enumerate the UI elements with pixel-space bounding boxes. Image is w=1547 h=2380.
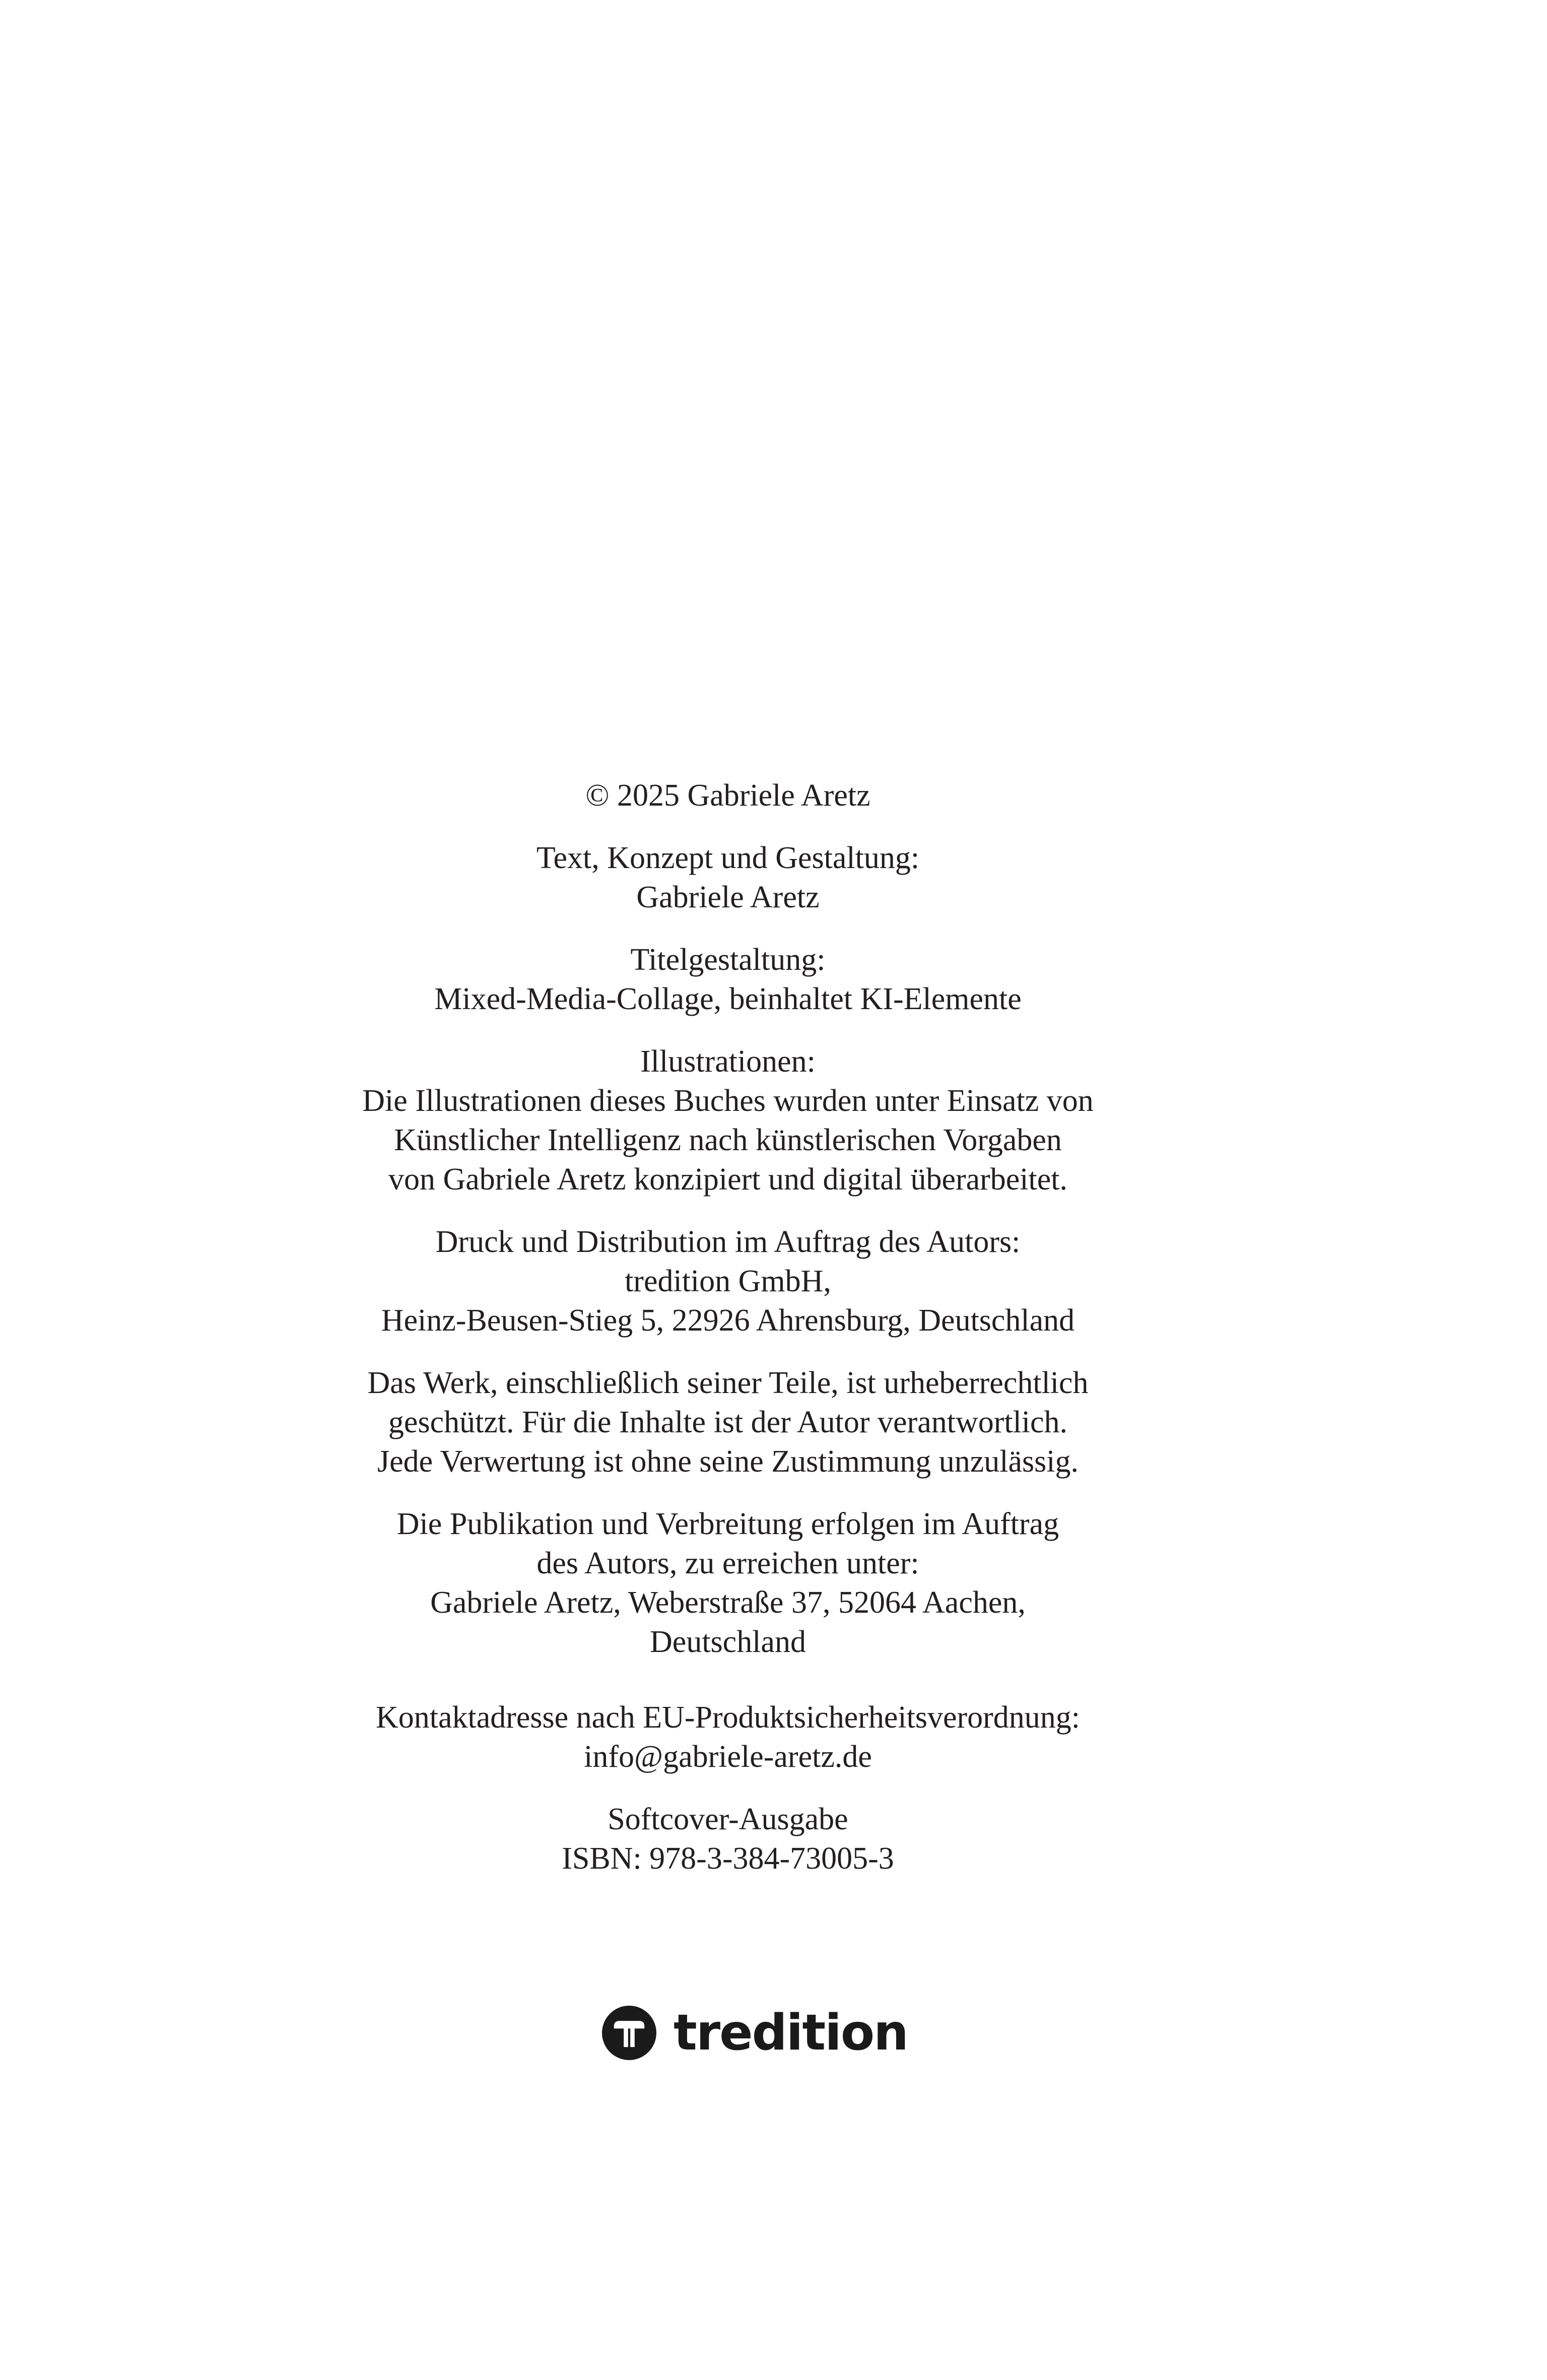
rights-line: geschützt. Für die Inhalte ist der Autor verantwortlich. [388, 1405, 1068, 1439]
publisher-logo-text: tredition [674, 2004, 908, 2062]
copyright-notice [0, 776, 1456, 815]
printing-heading: Druck und Distribution im Auftrag des Autors: [435, 1225, 1021, 1259]
illustrations-line: Die Illustrationen dieses Buches wurden unter Einsatz von [362, 1084, 1094, 1118]
imprint-page [0, 776, 1456, 1878]
edition-format: Softcover-Ausgabe [608, 1802, 848, 1836]
publisher-logo [602, 2005, 908, 2061]
isbn: ISBN: 978-3-384-73005-3 [562, 1841, 894, 1876]
publication-line: des Autors, zu erreichen unter: [536, 1546, 919, 1580]
printing-company: tredition GmbH, [625, 1264, 831, 1298]
publication-line: Deutschland [650, 1625, 806, 1659]
rights-line: Das Werk, einschließlich seiner Teile, ist urheberrechtlich [367, 1366, 1089, 1400]
contact-heading: Kontaktadresse nach EU-Produktsicherheitsverordnung: [375, 1700, 1081, 1735]
copyright-line: © 2025 Gabriele Aretz [585, 778, 870, 813]
publication-line: Die Publikation und Verbreitung erfolgen im Auftrag [396, 1507, 1059, 1541]
text-credit-name: Gabriele Aretz [636, 880, 820, 914]
cover-credit-value: Mixed-Media-Collage, beinhaltet KI-Elemente [434, 982, 1022, 1016]
text-credit-heading: Text, Konzept und Gestaltung: [536, 841, 920, 875]
publication-notice [0, 1504, 1456, 1662]
publication-line: Gabriele Aretz, Weberstraße 37, 52064 Aachen, [430, 1585, 1026, 1620]
illustrations-credit [0, 1042, 1456, 1199]
tredition-logo-mark-icon [602, 2006, 656, 2060]
contact-info [0, 1698, 1456, 1776]
edition-info [0, 1800, 1456, 1878]
illustrations-heading: Illustrationen: [640, 1044, 816, 1079]
printing-credit [0, 1222, 1456, 1340]
cover-credit-heading: Titelgestaltung: [630, 943, 826, 977]
text-credit [0, 838, 1456, 917]
rights-line: Jede Verwertung ist ohne seine Zustimmung unzulässig. [377, 1444, 1079, 1479]
cover-credit [0, 940, 1456, 1019]
illustrations-line: von Gabriele Aretz konzipiert und digital überarbeitet. [388, 1162, 1067, 1197]
printing-address: Heinz-Beusen-Stieg 5, 22926 Ahrensburg, Deutschland [381, 1303, 1075, 1338]
rights-notice [0, 1363, 1456, 1481]
contact-email: info@gabriele-aretz.de [584, 1740, 872, 1774]
illustrations-line: Künstlicher Intelligenz nach künstlerischen Vorgaben [394, 1123, 1062, 1157]
